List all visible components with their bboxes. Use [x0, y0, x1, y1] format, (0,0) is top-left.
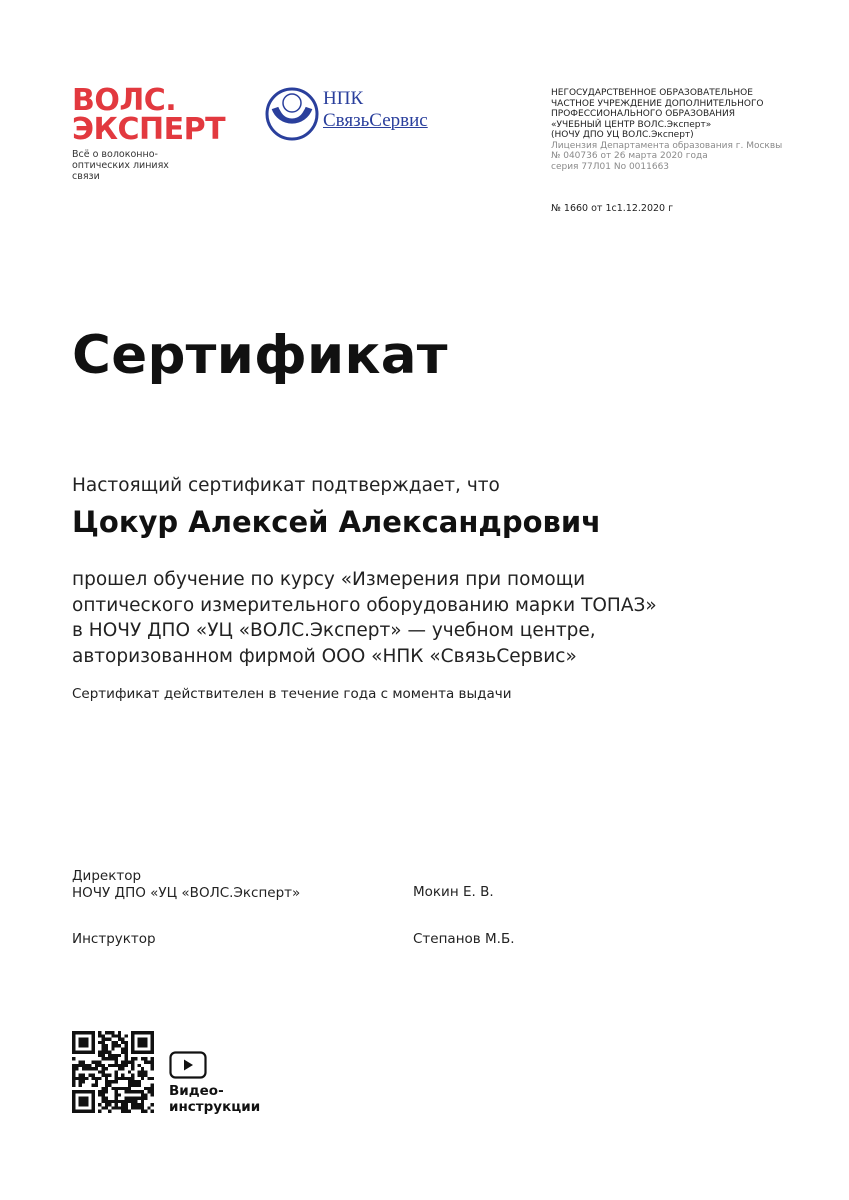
vols-logo-tagline: Всё о волоконно-оптических линиях связи [72, 149, 169, 182]
instructor-role: Инструктор [72, 931, 156, 947]
vols-logo-line1: ВОЛС. [72, 83, 177, 118]
org-line: ПРОФЕССИОНАЛЬНОГО ОБРАЗОВАНИЯ [551, 109, 736, 119]
org-line: (НОЧУ ДПО УЦ ВОЛС.Эксперт) [551, 130, 694, 140]
organization-info [551, 88, 811, 172]
npk-logo-line2: СвязьСервис [323, 110, 428, 131]
course-line: оптического измерительного оборудованию марки ТОПАЗ» [72, 594, 657, 616]
director-role [72, 868, 300, 902]
certificate-intro: Настоящий сертификат подтверждает, что [72, 475, 500, 496]
course-line: в НОЧУ ДПО «УЦ «ВОЛС.Эксперт» — учебном центре, [72, 620, 596, 641]
license-line: серия 77Л01 No 0011663 [551, 161, 670, 172]
course-line: прошел обучение по курсу «Измерения при помощи [72, 569, 586, 590]
npk-emblem-icon [265, 86, 319, 142]
certificate-title: Сертификат [72, 325, 448, 386]
video-instructions-label[interactable] [169, 1083, 260, 1115]
org-line: НЕГОСУДАРСТВЕННОЕ ОБРАЗОВАТЕЛЬНОЕ [551, 88, 753, 98]
video-label-line1: Видео- [169, 1083, 224, 1099]
org-line: «УЧЕБНЫЙ ЦЕНТР ВОЛС.Эксперт» [551, 119, 712, 130]
director-organization: НОЧУ ДПО «УЦ «ВОЛС.Эксперт» [72, 885, 301, 901]
video-play-icon[interactable] [169, 1051, 207, 1079]
qr-code[interactable] [72, 1031, 154, 1113]
recipient-name: Цокур Алексей Александрович [72, 505, 602, 539]
director-name: Мокин Е. В. [413, 884, 494, 900]
course-line: авторизованном фирмой ООО «НПК «СвязьСервис» [72, 645, 577, 667]
document-number: № 1660 от 1с1.12.2020 г [551, 203, 674, 214]
director-title: Директор [72, 868, 142, 884]
video-label-line2: инструкции [169, 1099, 261, 1115]
vols-expert-logo [72, 83, 242, 182]
validity-note: Сертификат действителен в течение года с момента выдачи [72, 686, 512, 702]
npk-logo-line1: НПК [323, 88, 364, 109]
license-line: Лицензия Департамента образования г. Москвы [551, 140, 783, 151]
course-description [72, 567, 772, 669]
vols-logo-line2: ЭКСПЕРТ [72, 112, 226, 147]
org-line: ЧАСТНОЕ УЧРЕЖДЕНИЕ ДОПОЛНИТЕЛЬНОГО [551, 98, 764, 109]
instructor-name: Степанов М.Б. [413, 931, 515, 947]
npk-svyazservis-logo [265, 86, 435, 142]
license-line: № 040736 от 26 марта 2020 года [551, 151, 708, 161]
